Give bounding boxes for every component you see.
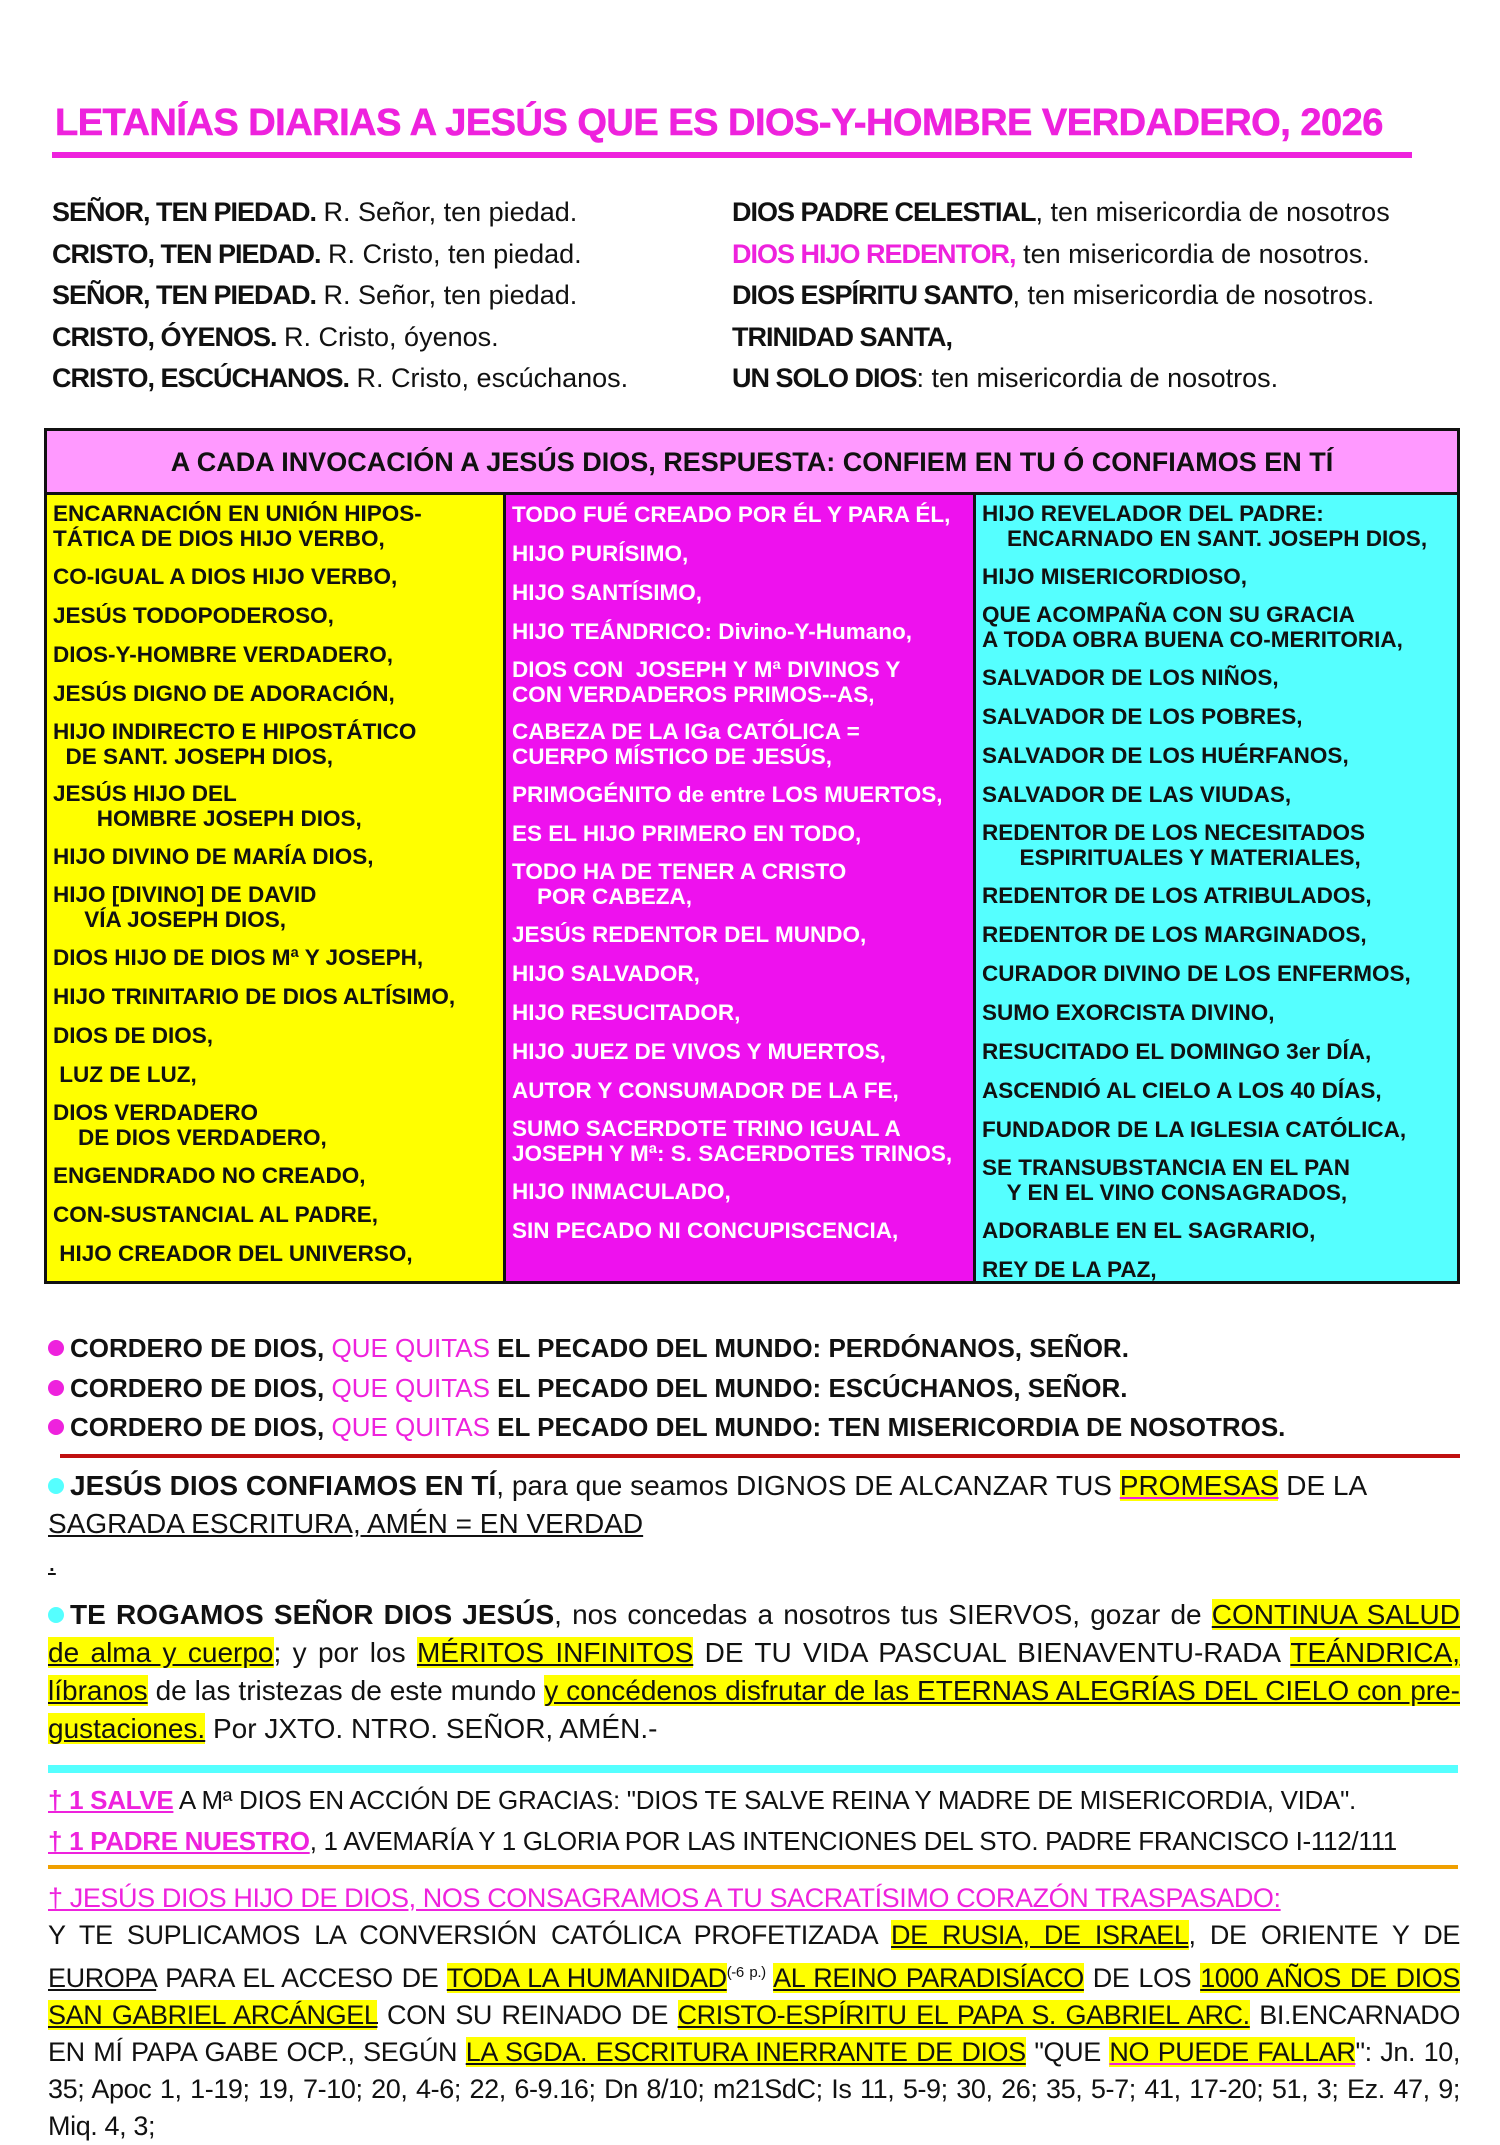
trinity-line: DIOS ESPÍRITU SANTO, ten misericordia de nosotros. <box>732 280 1375 310</box>
bullet-icon <box>48 1607 64 1623</box>
invocation-item: REY DE LA PAZ, <box>982 1257 1157 1282</box>
invocation-item: REDENTOR DE LOS NECESITADOS ESPIRITUALES Y MATERIALES, <box>982 820 1365 870</box>
invocation-item: REDENTOR DE LOS ATRIBULADOS, <box>982 883 1372 908</box>
invocation-item: SE TRANSUBSTANCIA EN EL PAN Y EN EL VINO CONSAGRADOS, <box>982 1155 1350 1205</box>
invocation-item: ENGENDRADO NO CREADO, <box>53 1163 366 1188</box>
divider <box>48 1865 1458 1869</box>
invocation-item: JESÚS REDENTOR DEL MUNDO, <box>512 922 867 947</box>
invocation-item: HIJO RESUCITADOR, <box>512 1000 741 1025</box>
kyrie-line: SEÑOR, TEN PIEDAD. R. Señor, ten piedad. <box>52 280 578 310</box>
invocation-item: AUTOR Y CONSUMADOR DE LA FE, <box>512 1078 899 1103</box>
invocation-item: DIOS VERDADERO DE DIOS VERDADERO, <box>53 1100 327 1150</box>
trinity-line: TRINIDAD SANTA, <box>732 321 952 352</box>
invocation-item: HIJO TEÁNDRICO: Divino-Y-Humano, <box>512 619 913 644</box>
kyrie-line: CRISTO, ÓYENOS. R. Cristo, óyenos. <box>52 321 499 352</box>
invocation-item: HIJO TRINITARIO DE DIOS ALTÍSIMO, <box>53 984 456 1009</box>
invocation-item: SALVADOR DE LAS VIUDAS, <box>982 782 1292 807</box>
invocation-item: ADORABLE EN EL SAGRARIO, <box>982 1218 1316 1243</box>
divider <box>60 1454 1460 1458</box>
invocations-column-cyan <box>976 495 1457 1281</box>
kyrie-line: CRISTO, ESCÚCHANOS. R. Cristo, escúchanos. <box>52 363 629 393</box>
invocation-item: JESÚS TODOPODEROSO, <box>53 603 334 628</box>
invocation-item: JESÚS DIGNO DE ADORACIÓN, <box>53 681 395 706</box>
invocation-item: JESÚS HIJO DEL HOMBRE JOSEPH DIOS, <box>53 781 362 831</box>
page-title: LETANÍAS DIARIAS A JESÚS QUE ES DIOS-Y-HOMBRE VERDADERO, 2026 <box>55 102 1383 144</box>
bullet-icon <box>48 1419 64 1435</box>
invocation-item: HIJO [DIVINO] DE DAVID VÍA JOSEPH DIOS, <box>53 882 317 932</box>
bullet-icon <box>48 1478 64 1494</box>
invocation-item: HIJO INMACULADO, <box>512 1179 731 1204</box>
invocation-item: CURADOR DIVINO DE LOS ENFERMOS, <box>982 961 1411 986</box>
trinity-line: DIOS PADRE CELESTIAL, ten misericordia de nosotros <box>732 197 1390 227</box>
invocation-item: QUE ACOMPAÑA CON SU GRACIA A TODA OBRA BUENA CO-MERITORIA, <box>982 602 1403 652</box>
invocations-header: A CADA INVOCACIÓN A JESÚS DIOS, RESPUESTA: CONFIEM EN TU Ó CONFIAMOS EN TÍ <box>47 431 1457 495</box>
invocation-item: DIOS-Y-HOMBRE VERDADERO, <box>53 642 394 667</box>
invocation-item: SALVADOR DE LOS NIÑOS, <box>982 665 1279 690</box>
bullet-icon <box>48 1340 64 1356</box>
prayer-te-rogamos: TE ROGAMOS SEÑOR DIOS JESÚS, nos concedas a nosotros tus SIERVOS, gozar de CONTINUA SALUD de alma y cuerpo; y por los MÉRITOS INFINITOS DE TU VIDA PASCUAL BIENAVENTU-RADA TEÁNDRICA, líbranos de las tristezas de este mundo y concédenos disfrutar de las ETERNAS ALEGRÍAS DEL CIELO con pre-gustaciones. Por JXTO. NTRO. SEÑOR, AMÉN.- <box>48 1599 1460 1744</box>
invocation-item: HIJO SANTÍSIMO, <box>512 580 703 605</box>
prayer-confiamos: JESÚS DIOS CONFIAMOS EN TÍ, para que seamos DIGNOS DE ALCANZAR TUS PROMESAS DE LA SAGRADA ESCRITURA, AMÉN = EN VERDAD . <box>48 1470 1368 1577</box>
invocation-item: HIJO REVELADOR DEL PADRE: ENCARNADO EN SANT. JOSEPH DIOS, <box>982 501 1428 551</box>
bullet-icon <box>48 1380 64 1396</box>
invocation-item: ES EL HIJO PRIMERO EN TODO, <box>512 821 862 846</box>
invocation-item: HIJO JUEZ DE VIVOS Y MUERTOS, <box>512 1039 886 1064</box>
invocation-item: SALVADOR DE LOS HUÉRFANOS, <box>982 743 1349 768</box>
invocations-column-magenta <box>506 495 976 1281</box>
invocation-item: CON-SUSTANCIAL AL PADRE, <box>53 1202 379 1227</box>
agnus-dei-line: CORDERO DE DIOS, QUE QUITAS EL PECADO DEL MUNDO: PERDÓNANOS, SEÑOR. <box>48 1333 1129 1364</box>
invocation-item: HIJO DIVINO DE MARÍA DIOS, <box>53 844 374 869</box>
invocation-item: FUNDADOR DE LA IGLESIA CATÓLICA, <box>982 1117 1407 1142</box>
invocation-item: HIJO INDIRECTO E HIPOSTÁTICO DE SANT. JOSEPH DIOS, <box>53 719 417 769</box>
invocation-item: ASCENDIÓ AL CIELO A LOS 40 DÍAS, <box>982 1078 1382 1103</box>
kyrie-section <box>52 192 712 400</box>
invocation-item: SUMO EXORCISTA DIVINO, <box>982 1000 1275 1025</box>
invocation-item: TODO HA DE TENER A CRISTO POR CABEZA, <box>512 859 847 909</box>
padre-nuestro-line: † 1 PADRE NUESTRO, 1 AVEMARÍA Y 1 GLORIA POR LAS INTENCIONES DEL STO. PADRE FRANCISCO I-112/111 <box>48 1826 1397 1856</box>
invocations-box <box>44 428 1460 1284</box>
invocation-item: DIOS DE DIOS, <box>53 1023 214 1048</box>
invocation-item: SIN PECADO NI CONCUPISCENCIA, <box>512 1218 899 1243</box>
trinity-section <box>732 192 1472 400</box>
invocation-item: SALVADOR DE LOS POBRES, <box>982 704 1303 729</box>
invocation-item: DIOS HIJO DE DIOS Mª Y JOSEPH, <box>53 945 424 970</box>
invocation-item: LUZ DE LUZ, <box>53 1062 197 1087</box>
invocation-item: CABEZA DE LA IGa CATÓLICA = CUERPO MÍSTICO DE JESÚS, <box>512 719 860 769</box>
invocation-item: HIJO PURÍSIMO, <box>512 541 689 566</box>
invocation-item: REDENTOR DE LOS MARGINADOS, <box>982 922 1367 947</box>
invocation-item: PRIMOGÉNITO de entre LOS MUERTOS, <box>512 782 943 807</box>
invocation-item: RESUCITADO EL DOMINGO 3er DÍA, <box>982 1039 1372 1064</box>
invocation-item: HIJO SALVADOR, <box>512 961 700 986</box>
consecration-paragraph: † JESÚS DIOS HIJO DE DIOS, NOS CONSAGRAMOS A TU SACRATÍSIMO CORAZÓN TRASPASADO: Y TE SUPLICAMOS LA CONVERSIÓN CATÓLICA PROFETIZADA DE RUSIA, DE ISRAEL, DE ORIENTE Y DE EUROPA PARA EL ACCESO DE TODA LA $HUMANIDAD^{(-6 p.)}$ AL REINO PARADISÍACO DE LOS 1000 AÑOS DE DIOS SAN GABRIEL ARCÁNGEL CON SU REINADO DE CRISTO-ESPÍRITU EL PAPA S. GABRIEL ARC. BI.ENCARNADO EN MÍ PAPA GABE OCP., SEGÚN LA SGDA. ESCRITURA INERRANTE DE DIOS "QUE NO PUEDE FALLAR": Jn. 10, 35; Apoc 1, 1-19; 19, 7-10; 20, 4-6; 22, 6-9.16; Dn 8/10; m21SdC; Is 11, 5-9; 30, 26; 35, 5-7; 41, 17-20; 51, 3; Ez. 47, 9; Miq. 4, 3; <box>48 1883 1461 2141</box>
kyrie-line: CRISTO, TEN PIEDAD. R. Cristo, ten piedad. <box>52 238 582 269</box>
invocation-item: DIOS CON JOSEPH Y Mª DIVINOS Y CON VERDADEROS PRIMOS--AS, <box>512 657 901 707</box>
invocation-item: TODO FUÉ CREADO POR ÉL Y PARA ÉL, <box>512 502 951 527</box>
invocation-item: SUMO SACERDOTE TRINO IGUAL A JOSEPH Y Mª: S. SACERDOTES TRINOS, <box>512 1116 953 1166</box>
salve-line: † 1 SALVE A Mª DIOS EN ACCIÓN DE GRACIAS: "DIOS TE SALVE REINA Y MADRE DE MISERICORDIA, VIDA". <box>48 1785 1356 1815</box>
invocation-item: CO-IGUAL A DIOS HIJO VERBO, <box>53 564 398 589</box>
kyrie-line: SEÑOR, TEN PIEDAD. R. Señor, ten piedad. <box>52 197 578 227</box>
invocation-item: HIJO MISERICORDIOSO, <box>982 564 1248 589</box>
invocation-item: ENCARNACIÓN EN UNIÓN HIPOS- TÁTICA DE DIOS HIJO VERBO, <box>53 501 422 551</box>
agnus-dei-line: CORDERO DE DIOS, QUE QUITAS EL PECADO DEL MUNDO: ESCÚCHANOS, SEÑOR. <box>48 1373 1127 1404</box>
trinity-line: DIOS HIJO REDENTOR, ten misericordia de nosotros. <box>732 238 1370 269</box>
invocations-column-yellow <box>47 495 506 1281</box>
trinity-line: UN SOLO DIOS: ten misericordia de nosotros. <box>732 363 1279 393</box>
invocation-item: HIJO CREADOR DEL UNIVERSO, <box>53 1241 413 1266</box>
title-underline <box>52 152 1412 158</box>
agnus-dei-line: CORDERO DE DIOS, QUE QUITAS EL PECADO DEL MUNDO: TEN MISERICORDIA DE NOSOTROS. <box>48 1412 1285 1443</box>
divider <box>48 1765 1458 1773</box>
